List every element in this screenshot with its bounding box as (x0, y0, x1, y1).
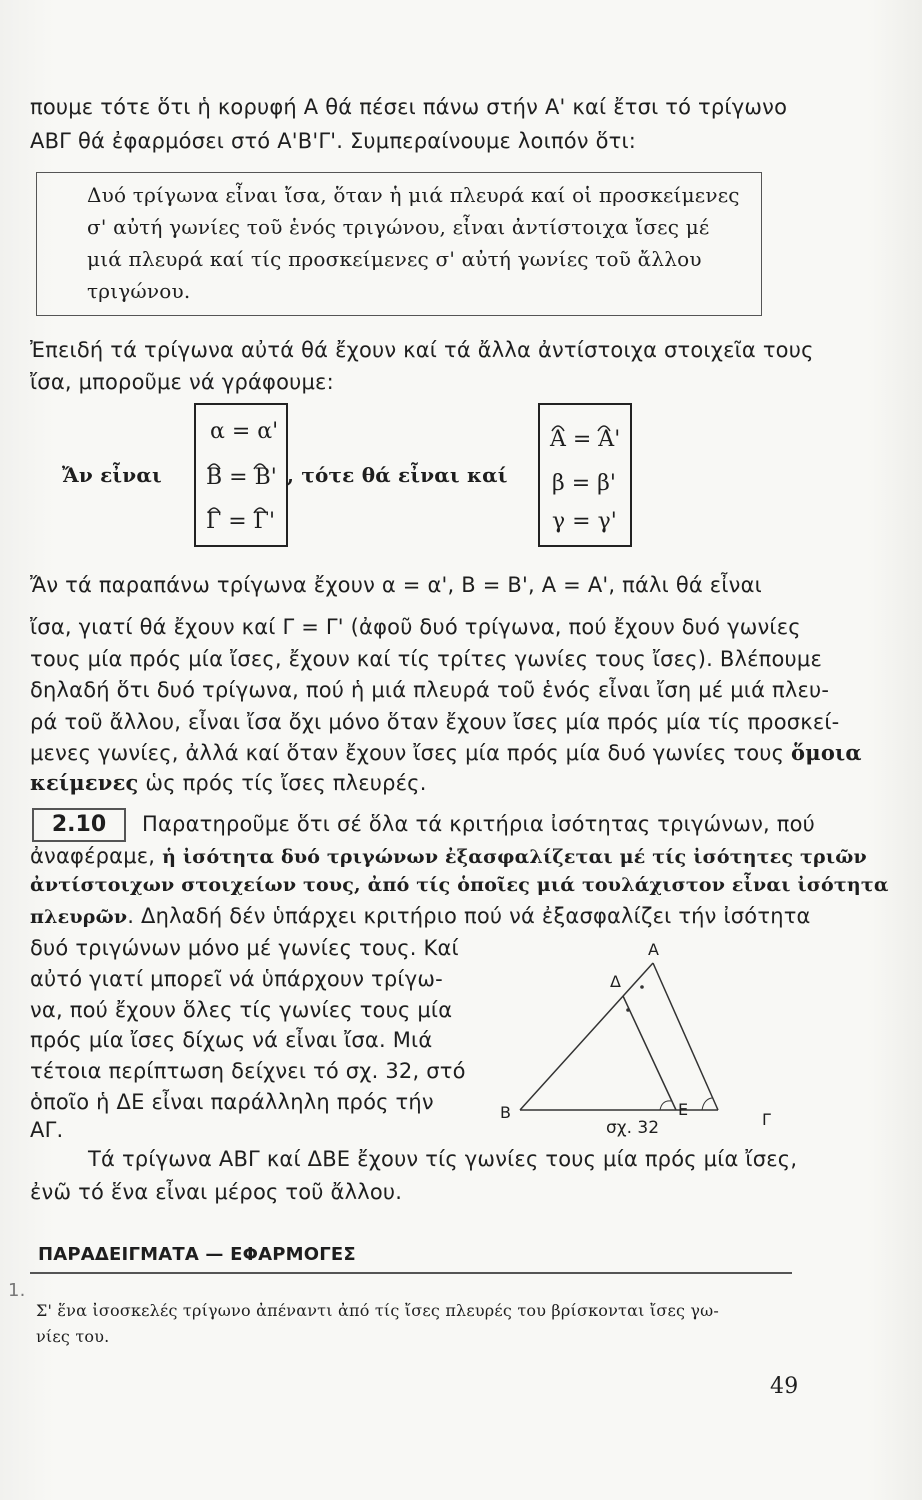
given-box (194, 403, 288, 547)
given-side: α = α' (210, 419, 279, 444)
theorem-line-2: σ' αὐτή γωνίες τοῦ ἑνός τριγώνου, εἶναι ἀντίστοιχα ἴσες μέ (87, 215, 710, 239)
angle-mark-a (640, 985, 644, 989)
page-number: 49 (770, 1374, 799, 1399)
para2-line-7-text: ὡς πρός τίς ἴσες πλευρές. (138, 771, 427, 795)
hat-marks-b (204, 457, 284, 471)
section-line-9: τέτοια περίπτωση δείχνει τό σχ. 32, στό (30, 1059, 466, 1083)
para2-line-6-text: μενες γωνίες, ἀλλά καί ὅταν ἔχουν ἴσες μία πρός μία δυό γωνίες τους (30, 741, 792, 765)
label-b: Β (500, 1103, 511, 1122)
example-line-2: νίες του. (36, 1327, 110, 1346)
para2-line-3: τους μία πρός μία ἴσες, ἔχουν καί τίς τρίτες γωνίες τους ἴσες). Βλέπουμε (30, 647, 823, 671)
section-line-13: ἐνῶ τό ἕνα εἶναι μέρος τοῦ ἄλλου. (30, 1180, 403, 1204)
side-ag (653, 963, 718, 1110)
angle-mark-d (626, 1008, 630, 1012)
intro-line-2: ΑΒΓ θά ἐφαρμόσει στό Α'Β'Γ'. Συμπεραίνουμε λοιπόν ὅτι: (30, 129, 637, 153)
theorem-line-4: τριγώνου. (87, 279, 191, 303)
side-ba (520, 963, 653, 1110)
section-line-2-text: ἀναφέραμε, (30, 844, 163, 868)
if-label: Ἄν εἶναι (62, 463, 162, 487)
section-line-3: ἀντίστοιχων στοιχείων τους, ἀπό τίς ὁποῖες μιά τουλάχιστον εἶναι ἰσότητα (30, 874, 889, 896)
label-a: Α (648, 940, 659, 959)
result-side-g: γ = γ' (552, 509, 617, 534)
label-g: Γ (762, 1110, 771, 1129)
section-line-2 (30, 844, 867, 868)
figure-caption: σχ. 32 (606, 1118, 660, 1138)
section-bold-pleurwn: πλευρῶν (30, 906, 128, 928)
theorem-line-1: Δυό τρίγωνα εἶναι ἴσα, ὅταν ἡ μιά πλευρά καί οἱ προσκείμενες (87, 183, 740, 207)
angle-arc-g (702, 1098, 712, 1110)
section-line-6: αὐτό γιατί μπορεῖ νά ὑπάρχουν τρίγω- (30, 967, 443, 991)
para2-line-4: δηλαδή ὅτι δυό τρίγωνα, πού ἡ μιά πλευρά τοῦ ἑνός εἶναι ἴση μέ μιά πλευ- (30, 678, 830, 702)
theorem-line-3: μιά πλευρά καί τίς προσκείμενες σ' αὐτή γωνίες τοῦ ἄλλου (87, 247, 702, 271)
label-d: Δ (610, 972, 621, 991)
section-bold-1: ἡ ἰσότητα δυό τριγώνων ἐξασφαλίζεται μέ τίς ἰσότητες τριῶν (162, 846, 867, 868)
then-label: , τότε θά εἶναι καί (287, 463, 508, 487)
para1-line-1: Ἐπειδή τά τρίγωνα αὐτά θά ἔχουν καί τά ἄλλα ἀντίστοιχα στοιχεῖα τους (30, 338, 814, 362)
segment-de (623, 996, 676, 1110)
section-number: 2.10 (32, 808, 126, 842)
result-angle-a: A = A' (550, 427, 621, 452)
para2-line-7 (30, 770, 427, 795)
hat-marks-g (204, 501, 284, 515)
section-line-5: δυό τριγώνων μόνο μέ γωνίες τους. Καί (30, 936, 459, 960)
result-box (538, 403, 632, 547)
para2-line-2: ἴσα, γιατί θά ἔχουν καί Γ = Γ' (ἀφοῦ δυό τρίγωνα, πού ἔχουν δυό γωνίες (30, 615, 801, 639)
section-line-10: ὁποῖο ἡ ΔΕ εἶναι παράλληλη πρός τήν (30, 1090, 434, 1114)
section-line-1: Παρατηροῦμε ὅτι σέ ὅλα τά κριτήρια ἰσότητας τριγώνων, πού (142, 812, 815, 836)
para2-line-1: Ἄν τά παραπάνω τρίγωνα ἔχουν α = α', B = B', A = A', πάλι θά εἶναι (30, 573, 762, 597)
para2-bold-keimenes: κείμενες (30, 770, 139, 795)
section-line-12: Τά τρίγωνα ΑΒΓ καί ΔΒΕ ἔχουν τίς γωνίες τους μία πρός μία ἴσες, (88, 1147, 798, 1171)
para2-line-5: ρά τοῦ ἄλλου, εἶναι ἴσα ὄχι μόνο ὅταν ἔχουν ἴσες μία πρός μία τίς προσκεί- (30, 710, 840, 734)
section-line-4-text: . Δηλαδή δέν ὑπάρχει κριτήριο πού νά ἐξασφαλίζει τήν ἰσότητα (127, 904, 811, 928)
section-line-8: πρός μία ἴσες δίχως νά εἶναι ἴσα. Μιά (30, 1028, 433, 1052)
section-line-11: ΑΓ. (30, 1118, 64, 1142)
label-e: Ε (678, 1100, 689, 1119)
section-line-7: να, πού ἔχουν ὅλες τίς γωνίες τους μία (30, 998, 453, 1022)
heading-rule (30, 1272, 792, 1274)
theorem-box (36, 172, 762, 316)
figure-32 (500, 935, 800, 1130)
example-number: 1. (8, 1280, 26, 1301)
given-angle-g: Γ = Γ' (206, 509, 275, 534)
para2-line-6 (30, 740, 862, 765)
given-angle-b: B = B' (206, 465, 277, 490)
hat-marks-a (548, 419, 628, 433)
result-side-b: β = β' (552, 471, 616, 496)
intro-line-1: πουμε τότε ὅτι ἡ κορυφή Α θά πέσει πάνω στήν Α' καί ἔτσι τό τρίγωνο (30, 95, 788, 119)
angle-arc-e (660, 1101, 671, 1110)
section-line-4 (30, 904, 811, 928)
example-line-1: Σ' ἕνα ἰσοσκελές τρίγωνο ἀπέναντι ἀπό τίς ἴσες πλευρές του βρίσκονται ἴσες γω- (36, 1301, 720, 1320)
examples-heading: ΠΑΡΑΔΕΙΓΜΑΤΑ — ΕΦΑΡΜΟΓΕΣ (38, 1244, 356, 1265)
para1-line-2: ἴσα, μποροῦμε νά γράφουμε: (30, 370, 334, 394)
para2-bold-omoia: ὅμοια (791, 740, 862, 765)
